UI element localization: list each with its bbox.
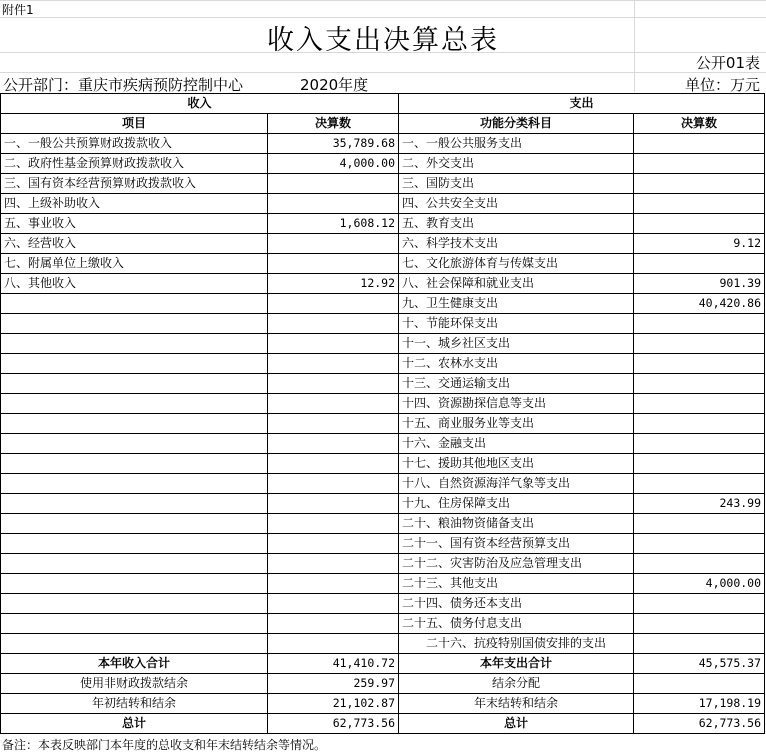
expense-item-label: 五、教育支出 [399,214,634,234]
income-item-label [1,394,268,414]
income-item-label: 八、其他收入 [1,274,268,294]
table-row [1,174,765,194]
expense-item-value [634,314,765,334]
expense-item-label: 二十一、国有资本经营预算支出 [399,534,634,554]
item-column-header: 项目 [1,114,268,134]
footnote: 备注：本表反映部门本年度的总收支和年末结转结余等情况。 [2,738,327,752]
income-item-value [268,574,399,594]
income-item-label [1,614,268,634]
table-row [1,214,765,234]
income-item-label [1,294,268,314]
income-item-label: 一、一般公共预算财政拨款收入 [1,134,268,154]
income-item-value [268,614,399,634]
income-item-label [1,494,268,514]
income-item-label: 二、政府性基金预算财政拨款收入 [1,154,268,174]
income-item-value [268,354,399,374]
expense-item-value [634,434,765,454]
income-item-value [268,554,399,574]
income-item-value [268,514,399,534]
expense-item-label: 十八、自然资源海洋气象等支出 [399,474,634,494]
table-row [1,154,765,174]
income-item-label: 四、上级补助收入 [1,194,268,214]
income-item-value [268,234,399,254]
income-item-label [1,474,268,494]
expense-item-label: 二十二、灾害防治及应急管理支出 [399,554,634,574]
expense-item-value [634,154,765,174]
summary-left-label: 本年收入合计 [1,654,268,674]
expense-item-value [634,354,765,374]
income-item-label [1,514,268,534]
expense-item-value: 243.99 [634,494,765,514]
expense-item-label: 二十、粮油物资储备支出 [399,514,634,534]
table-row [1,554,765,574]
income-item-label [1,434,268,454]
expense-item-value: 4,000.00 [634,574,765,594]
income-item-value [268,474,399,494]
expense-item-label: 九、卫生健康支出 [399,294,634,314]
expense-item-value [634,214,765,234]
expense-item-value [634,134,765,154]
income-item-value [268,494,399,514]
income-item-label [1,634,268,654]
income-item-value: 12.92 [268,274,399,294]
expense-item-value: 9.12 [634,234,765,254]
page-title: 收入支出决算总表 [267,25,499,56]
expense-item-value [634,414,765,434]
income-item-value [268,634,399,654]
income-item-value [268,414,399,434]
summary-left-label: 使用非财政拨款结余 [1,674,268,694]
amount2-column-header: 决算数 [634,114,765,134]
expense-item-value [634,194,765,214]
income-item-label [1,314,268,334]
income-item-value [268,394,399,414]
expense-item-label: 二、外交支出 [399,154,634,174]
expense-item-label: 十二、农林水支出 [399,354,634,374]
table-row [1,394,765,414]
table-row [1,614,765,634]
expense-item-value [634,554,765,574]
expense-item-label: 二十五、债务付息支出 [399,614,634,634]
summary-row [1,654,765,674]
income-item-value [268,374,399,394]
income-item-label [1,594,268,614]
income-item-value [268,334,399,354]
expense-item-value [634,634,765,654]
summary-left-value: 259.97 [268,674,399,694]
income-item-label [1,534,268,554]
amount-column-header: 决算数 [268,114,399,134]
section-header-row [1,94,765,114]
expense-item-label: 二十六、抗疫特别国债安排的支出 [399,634,634,654]
income-item-label [1,454,268,474]
table-row [1,414,765,434]
expense-item-label: 十、节能环保支出 [399,314,634,334]
table-row [1,454,765,474]
expense-item-value [634,534,765,554]
income-item-label [1,354,268,374]
income-item-value [268,294,399,314]
income-item-label [1,414,268,434]
income-item-label: 五、事业收入 [1,214,268,234]
expense-item-label: 一、一般公共服务支出 [399,134,634,154]
table-row [1,254,765,274]
expense-item-value [634,454,765,474]
table-row [1,514,765,534]
expense-item-value [634,334,765,354]
summary-right-value [634,674,765,694]
income-item-value [268,254,399,274]
year-label: 2020年度 [300,76,369,94]
summary-left-value: 41,410.72 [268,654,399,674]
expense-item-value [634,594,765,614]
expense-item-value [634,174,765,194]
table-row [1,534,765,554]
expense-item-value [634,514,765,534]
summary-right-label: 结余分配 [399,674,634,694]
summary-left-label: 年初结转和结余 [1,694,268,714]
table-row [1,574,765,594]
table-row [1,334,765,354]
table-row [1,294,765,314]
expense-item-value: 901.39 [634,274,765,294]
income-item-value [268,434,399,454]
income-item-value [268,314,399,334]
gridline [0,72,766,73]
expense-item-label: 七、文化旅游体育与传媒支出 [399,254,634,274]
table-row [1,274,765,294]
expense-item-label: 六、科学技术支出 [399,234,634,254]
summary-right-value: 45,575.37 [634,654,765,674]
income-item-label: 七、附属单位上缴收入 [1,254,268,274]
table-row [1,634,765,654]
expense-item-label: 四、公共安全支出 [399,194,634,214]
income-item-label [1,554,268,574]
expense-section-header: 支出 [399,94,765,114]
expense-item-label: 十七、援助其他地区支出 [399,454,634,474]
expense-item-value [634,474,765,494]
table-row [1,374,765,394]
summary-row [1,694,765,714]
table-row [1,314,765,334]
income-item-value: 4,000.00 [268,154,399,174]
table-row [1,134,765,154]
income-section-header: 收入 [1,94,399,114]
income-item-value: 1,608.12 [268,214,399,234]
expense-item-label: 八、社会保障和就业支出 [399,274,634,294]
department-label: 公开部门：重庆市疾病预防控制中心 [3,76,244,94]
income-item-value [268,174,399,194]
income-item-value [268,454,399,474]
summary-right-label: 年末结转和结余 [399,694,634,714]
expense-item-value [634,394,765,414]
summary-row [1,714,765,734]
income-item-label: 六、经营收入 [1,234,268,254]
table-row [1,594,765,614]
expense-item-label: 十六、金融支出 [399,434,634,454]
category-column-header: 功能分类科目 [399,114,634,134]
expense-item-label: 二十四、债务还本支出 [399,594,634,614]
budget-table [0,93,765,734]
table-row [1,474,765,494]
income-item-label: 三、国有资本经营预算财政拨款收入 [1,174,268,194]
expense-item-label: 十一、城乡社区支出 [399,334,634,354]
summary-left-label: 总计 [1,714,268,734]
expense-item-label: 三、国防支出 [399,174,634,194]
form-code: 公开01表 [695,54,760,72]
income-item-label [1,574,268,594]
expense-item-value: 40,420.86 [634,294,765,314]
income-item-value [268,194,399,214]
expense-item-value [634,614,765,634]
summary-left-value: 21,102.87 [268,694,399,714]
column-header-row [1,114,765,134]
summary-right-value: 17,198.19 [634,694,765,714]
summary-left-value: 62,773.56 [268,714,399,734]
income-item-label [1,334,268,354]
table-row [1,234,765,254]
income-item-value: 35,789.68 [268,134,399,154]
expense-item-label: 十九、住房保障支出 [399,494,634,514]
expense-item-label: 二十三、其他支出 [399,574,634,594]
summary-right-label: 总计 [399,714,634,734]
expense-item-label: 十三、交通运输支出 [399,374,634,394]
expense-item-value [634,254,765,274]
income-item-value [268,534,399,554]
expense-item-label: 十四、资源勘探信息等支出 [399,394,634,414]
table-row [1,354,765,374]
table-row [1,194,765,214]
summary-right-label: 本年支出合计 [399,654,634,674]
table-row [1,434,765,454]
unit-label: 单位：万元 [684,76,760,94]
income-item-value [268,594,399,614]
expense-item-value [634,374,765,394]
summary-row [1,674,765,694]
table-row [1,494,765,514]
gridline [0,0,766,1]
summary-right-value: 62,773.56 [634,714,765,734]
attachment-label: 附件1 [2,3,34,17]
income-item-label [1,374,268,394]
expense-item-label: 十五、商业服务业等支出 [399,414,634,434]
